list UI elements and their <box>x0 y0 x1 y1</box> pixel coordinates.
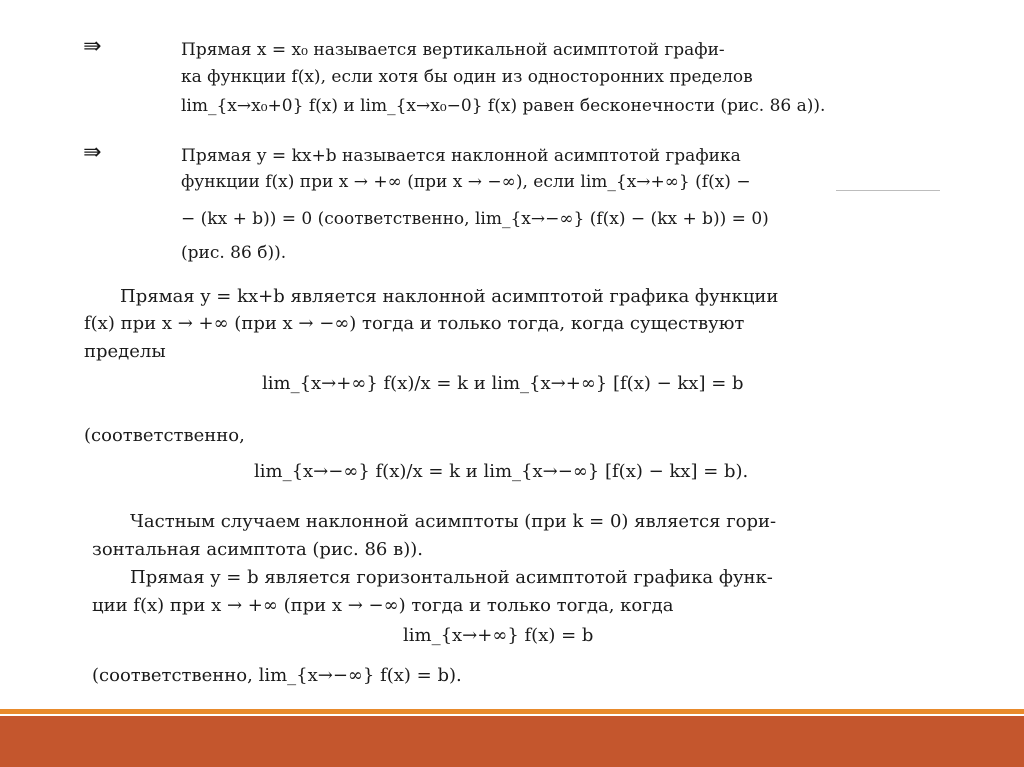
def-vertical-line-1: Прямая x = x₀ называется вертикальной асимптотой графи- <box>181 40 725 60</box>
theorem-line-2: f(x) при x → +∞ (при x → −∞) тогда и только тогда, когда существуют <box>84 313 745 334</box>
footer-bar <box>0 716 1024 767</box>
theorem-line-3: пределы <box>84 341 166 362</box>
horizontal-respectively-line: (соответственно, lim_{x→−∞} f(x) = b). <box>92 665 462 686</box>
horizontal-line-2: ции f(x) при x → +∞ (при x → −∞) тогда и только тогда, когда <box>92 595 674 616</box>
special-case-line-2: зонтальная асимптота (рис. 86 в)). <box>92 539 423 560</box>
def-oblique-line-2: функции f(x) при x → +∞ (при x → −∞), если lim_{x→+∞} (f(x) − <box>181 172 751 192</box>
def-oblique-line-3: − (kx + b)) = 0 (соответственно, lim_{x→−∞} (f(x) − (kx + b)) = 0) <box>181 209 769 229</box>
special-case-line-1: Частным случаем наклонной асимптоты (при k = 0) является гори- <box>130 511 777 532</box>
def-vertical-line-2: ка функции f(x), если хотя бы один из односторонних пределов <box>181 67 753 87</box>
def-vertical-line-3: lim_{x→x₀+0} f(x) и lim_{x→x₀−0} f(x) равен бесконечности (рис. 86 а)). <box>181 96 826 116</box>
theorem-respectively: (соответственно, <box>84 425 245 446</box>
def-oblique-line-4: (рис. 86 б)). <box>181 243 287 263</box>
theorem-line-1: Прямая y = kx+b является наклонной асимптотой графика функции <box>120 286 779 307</box>
implies-arrow-icon: ⇛ <box>83 34 102 59</box>
footer-accent-line <box>0 709 1024 714</box>
horizontal-formula: lim_{x→+∞} f(x) = b <box>403 625 594 646</box>
theorem-formula-minus-infinity: lim_{x→−∞} f(x)/x = k и lim_{x→−∞} [f(x) − kx] = b). <box>254 461 749 482</box>
def-oblique-line-1: Прямая y = kx+b называется наклонной асимптотой графика <box>181 146 741 166</box>
theorem-formula-plus-infinity: lim_{x→+∞} f(x)/x = k и lim_{x→+∞} [f(x) − kx] = b <box>262 373 744 394</box>
horizontal-line-1: Прямая y = b является горизонтальной асимптотой графика функ- <box>130 567 773 588</box>
implies-arrow-icon: ⇛ <box>83 140 102 165</box>
side-divider-line <box>836 190 940 191</box>
